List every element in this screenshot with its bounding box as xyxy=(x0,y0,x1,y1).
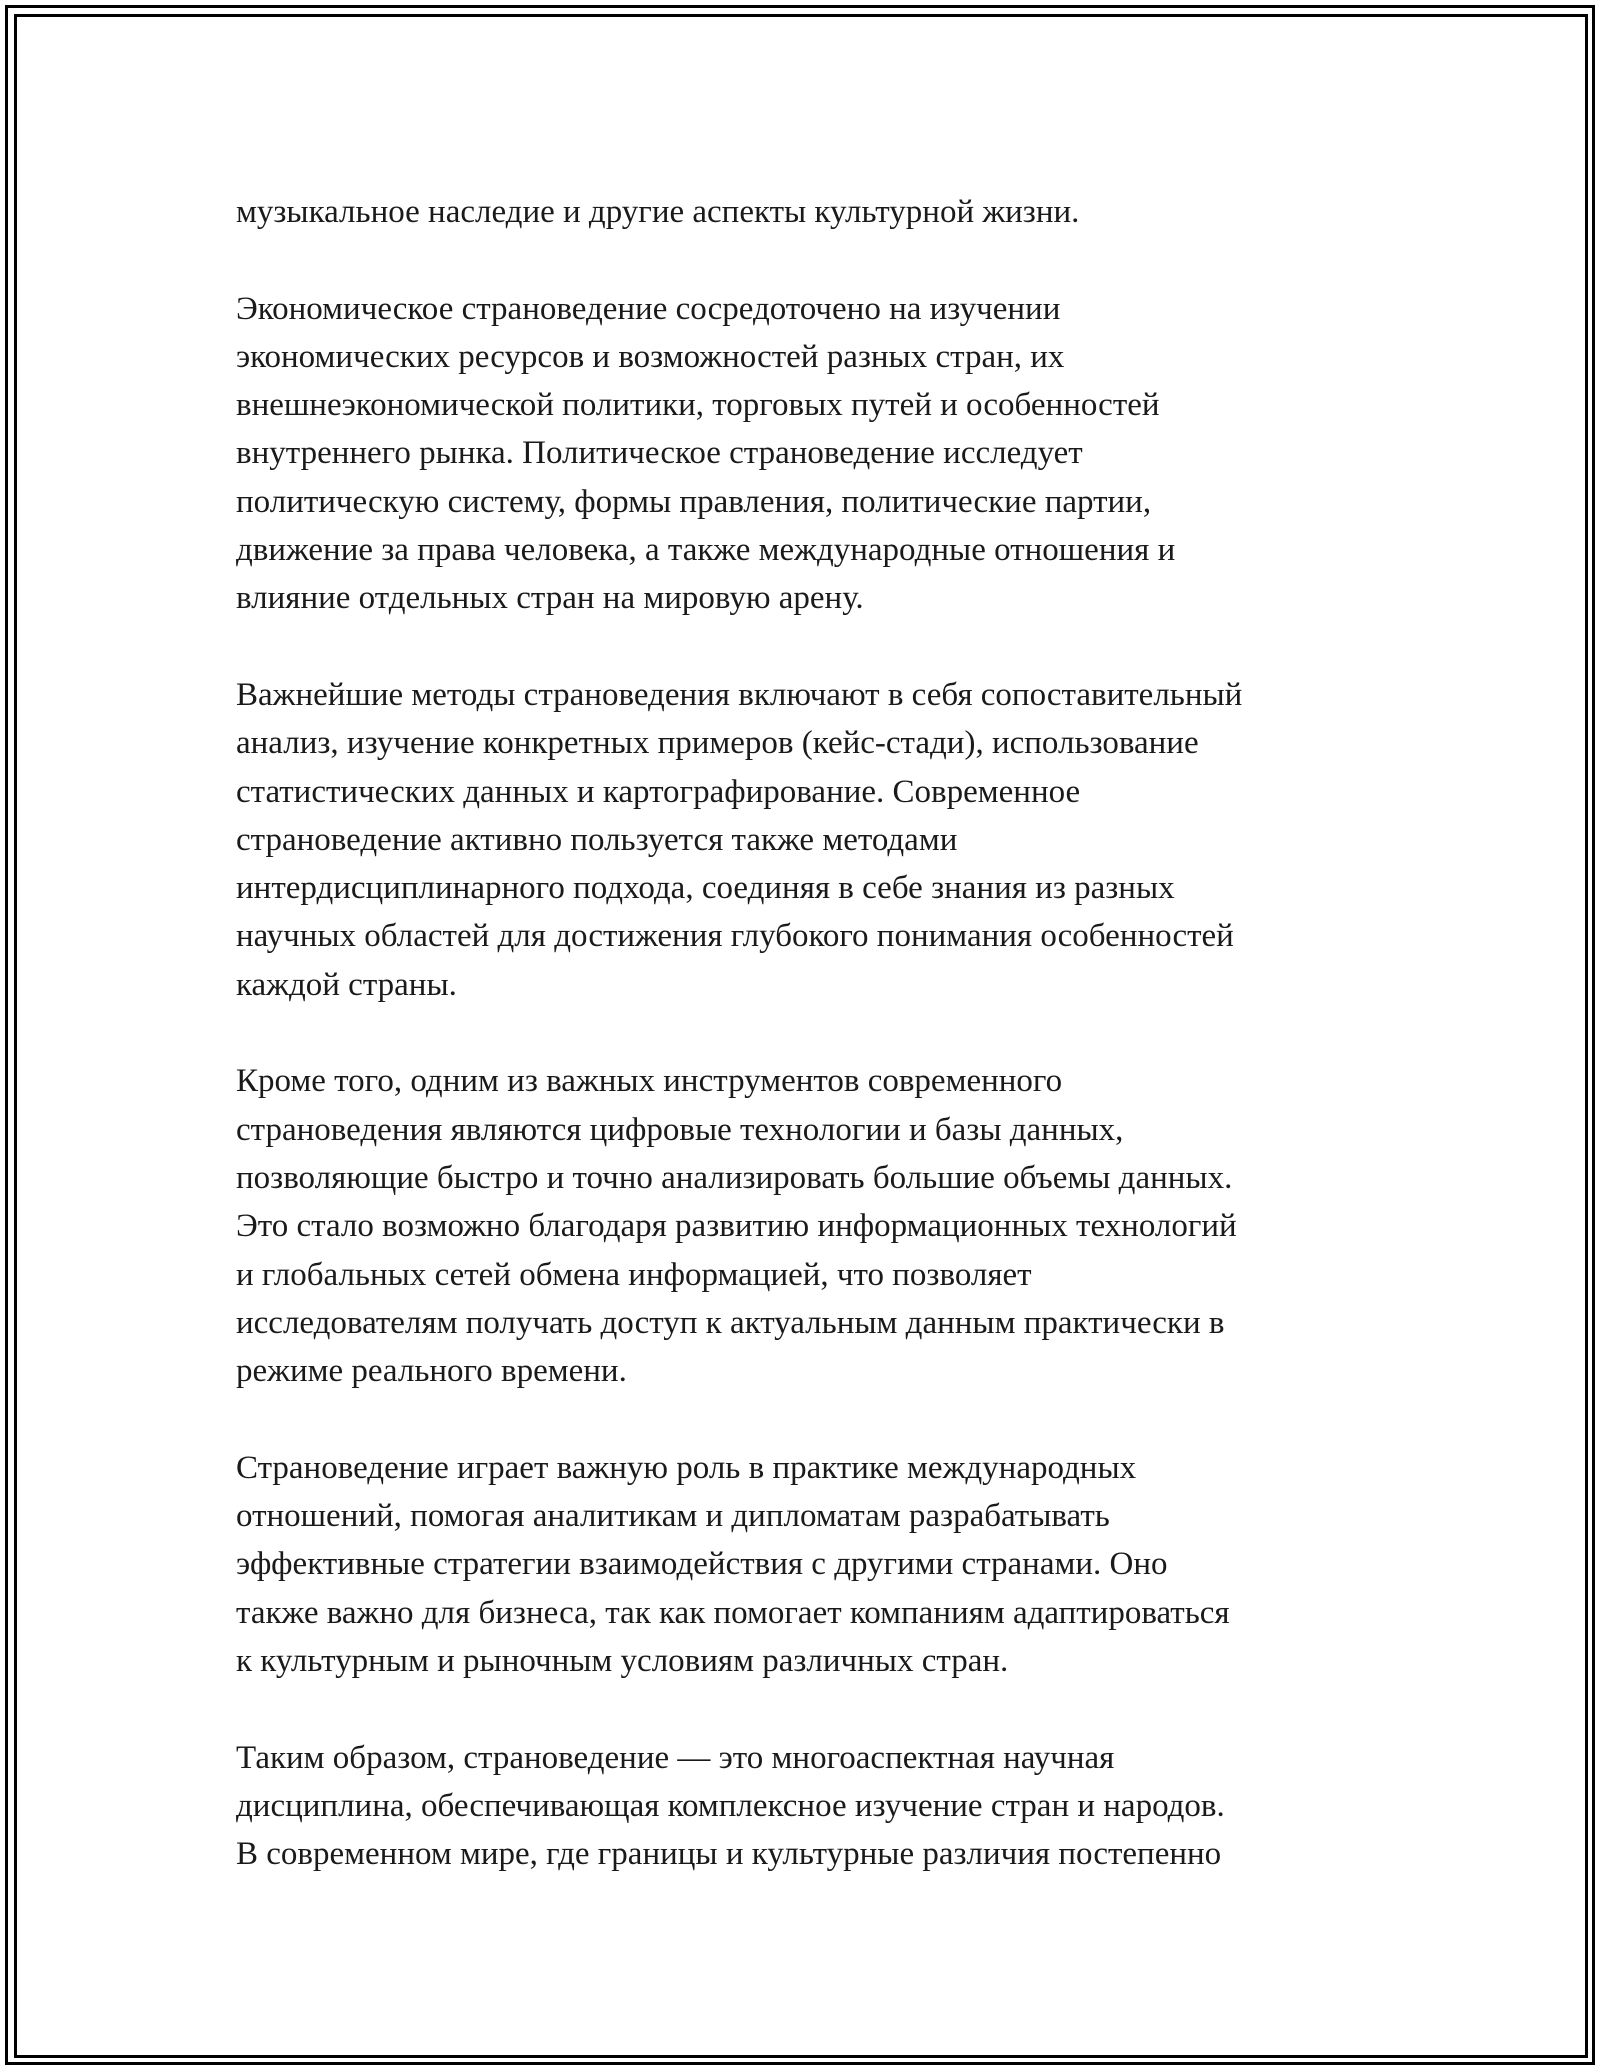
paragraph-5 xyxy=(236,1444,1406,1685)
text-line: Это стало возможно благодаря развитию информационных технологий xyxy=(236,1208,1237,1245)
text-line: страноведение активно пользуется также методами xyxy=(236,821,958,858)
text-line: политическую систему, формы правления, политические партии, xyxy=(236,483,1152,520)
text-line: позволяющие быстро и точно анализировать большие объемы данных. xyxy=(236,1159,1233,1196)
text-line: исследователям получать доступ к актуальным данным практически в xyxy=(236,1304,1225,1341)
text-line: дисциплина, обеспечивающая комплексное изучение стран и народов. xyxy=(236,1787,1225,1824)
text-line: Страноведение играет важную роль в практике международных xyxy=(236,1449,1137,1486)
paragraph-4 xyxy=(236,1057,1406,1395)
text-line: музыкальное наследие и другие аспекты культурной жизни. xyxy=(236,194,1080,230)
text-line: В современном мире, где границы и культурные различия постепенно xyxy=(236,1836,1222,1873)
text-line: эффективные стратегии взаимодействия с другими странами. Оно xyxy=(236,1546,1168,1583)
text-line: каждой страны. xyxy=(236,966,457,1003)
text-line: к культурным и рыночным условиям различных стран. xyxy=(236,1642,1009,1679)
text-line: Экономическое страноведение сосредоточено на изучении xyxy=(236,290,1061,327)
text-line: страноведения являются цифровые технологии и базы данных, xyxy=(236,1111,1124,1148)
text-line: Кроме того, одним из важных инструментов современного xyxy=(236,1063,1063,1100)
text-line: анализ, изучение конкретных примеров (кейс-стади), использование xyxy=(236,725,1199,762)
text-line: статистических данных и картографирование. Современное xyxy=(236,773,1081,810)
paragraph-3 xyxy=(236,671,1406,1009)
text-line: и глобальных сетей обмена информацией, что позволяет xyxy=(236,1256,1032,1293)
text-line: влияние отдельных стран на мировую арену. xyxy=(236,580,864,617)
paragraph-1 xyxy=(236,188,1406,236)
text-line: движение за права человека, а также международные отношения и xyxy=(236,532,1176,569)
text-line: Важнейшие методы страноведения включают в себя сопоставительный xyxy=(236,676,1243,713)
text-line: режиме реального времени. xyxy=(236,1353,627,1390)
text-line: Таким образом, страноведение — это многоаспектная научная xyxy=(236,1739,1115,1776)
text-line: внутреннего рынка. Политическое страноведение исследует xyxy=(236,435,1083,472)
document-body xyxy=(236,188,1406,1927)
text-line: научных областей для достижения глубокого понимания особенностей xyxy=(236,918,1234,955)
paragraph-6 xyxy=(236,1734,1406,1879)
text-line: отношений, помогая аналитикам и дипломатам разрабатывать xyxy=(236,1498,1110,1535)
paragraph-2 xyxy=(236,285,1406,623)
text-line: также важно для бизнеса, так как помогает компаниям адаптироваться xyxy=(236,1594,1230,1631)
text-line: интердисциплинарного подхода, соединяя в себе знания из разных xyxy=(236,870,1175,907)
text-line: внешнеэкономической политики, торговых путей и особенностей xyxy=(236,387,1160,424)
text-line: экономических ресурсов и возможностей разных стран, их xyxy=(236,338,1065,375)
